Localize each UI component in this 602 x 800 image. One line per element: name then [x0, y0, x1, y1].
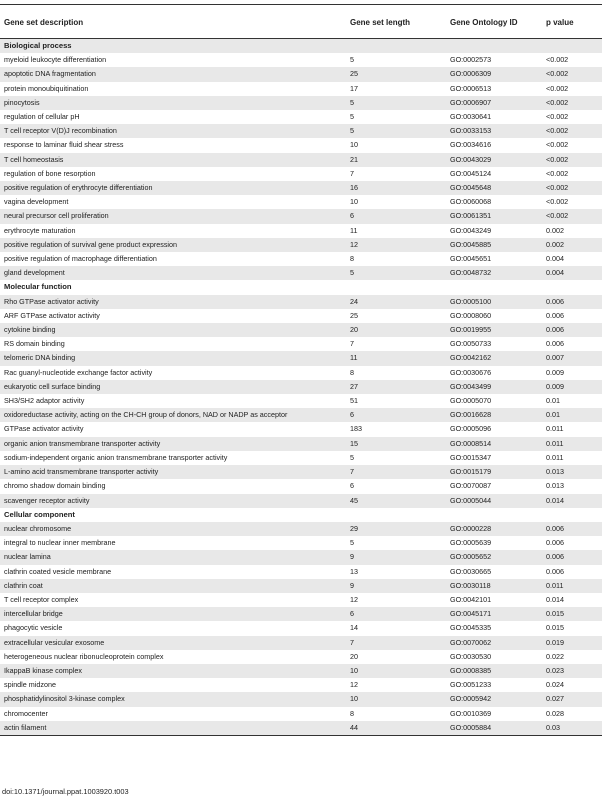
table-row	[0, 53, 602, 67]
cell-length: 5	[350, 452, 354, 462]
cell-go-id: GO:0048732	[446, 266, 542, 280]
cell-go-id: GO:0043499	[446, 380, 542, 394]
cell-length: 11	[346, 351, 446, 365]
cell-length: 15	[346, 437, 446, 451]
cell-go-id: GO:0005070	[450, 396, 492, 406]
cell-length: 5	[350, 55, 354, 65]
cell-description: actin filament	[0, 721, 346, 736]
cell-length: 44	[346, 721, 446, 736]
table-row	[0, 366, 602, 380]
cell-description: positive regulation of survival gene product expression	[0, 238, 346, 252]
table-row	[0, 224, 602, 238]
table-row	[0, 593, 602, 607]
cell-p-value: <0.002	[542, 181, 602, 195]
table-row	[0, 465, 602, 479]
section-header-row	[0, 508, 602, 522]
cell-description: telomeric DNA binding	[0, 351, 346, 365]
cell-length: 20	[346, 323, 446, 337]
cell-go-id: GO:0030665	[450, 566, 492, 576]
cell-description: Rac guanyl-nucleotide exchange factor activity	[4, 367, 153, 377]
cell-p-value: 0.01	[542, 408, 602, 422]
cell-go-id: GO:0000228	[446, 522, 542, 536]
table-body	[0, 39, 602, 736]
gene-set-table	[0, 7, 602, 736]
cell-description: eukaryotic cell surface binding	[0, 380, 346, 394]
cell-go-id: GO:0045124	[450, 168, 492, 178]
cell-go-id: GO:0006309	[446, 67, 542, 81]
cell-length: 10	[346, 664, 446, 678]
cell-length: 6	[346, 408, 446, 422]
cell-go-id: GO:0050733	[450, 339, 492, 349]
cell-description: gland development	[0, 266, 346, 280]
cell-go-id: GO:0045648	[446, 181, 542, 195]
cell-length: 14	[350, 623, 358, 633]
cell-description: chromocenter	[4, 708, 48, 718]
cell-description: SH3/SH2 adaptor activity	[4, 396, 85, 406]
cell-length: 12	[350, 680, 358, 690]
cell-p-value: 0.002	[546, 225, 564, 235]
cell-go-id: GO:0030530	[450, 651, 492, 661]
cell-p-value: 0.006	[542, 323, 602, 337]
cell-p-value: 0.03	[542, 721, 602, 736]
cell-length: 29	[346, 522, 446, 536]
cell-length: 21	[346, 153, 446, 167]
table-row	[0, 167, 602, 181]
cell-length: 7	[346, 636, 446, 650]
cell-go-id: GO:0042162	[446, 351, 542, 365]
table-row	[0, 124, 602, 138]
table-row	[0, 408, 602, 422]
table-row	[0, 422, 602, 436]
cell-description: spindle midzone	[4, 680, 56, 690]
cell-go-id: GO:0070087	[450, 481, 492, 491]
cell-go-id: GO:0045885	[446, 238, 542, 252]
cell-p-value: 0.011	[542, 437, 602, 451]
table-row	[0, 351, 602, 365]
cell-description: Rho GTPase activator activity	[0, 295, 346, 309]
cell-length: 9	[346, 579, 446, 593]
table-row	[0, 67, 602, 81]
cell-length: 12	[346, 238, 446, 252]
cell-p-value: 0.011	[542, 579, 602, 593]
table-row	[0, 451, 602, 465]
cell-go-id: GO:0045171	[446, 607, 542, 621]
cell-description: T cell receptor V(D)J recombination	[0, 124, 346, 138]
cell-length: 5	[346, 96, 446, 110]
cell-description: positive regulation of erythrocyte differentiation	[0, 181, 346, 195]
cell-p-value: <0.002	[542, 153, 602, 167]
cell-description: apoptotic DNA fragmentation	[0, 67, 346, 81]
cell-go-id: GO:0008514	[446, 437, 542, 451]
cell-description: extracellular vesicular exosome	[0, 636, 346, 650]
cell-description: scavenger receptor activity	[0, 494, 346, 508]
cell-p-value: 0.015	[542, 607, 602, 621]
cell-p-value: 0.006	[546, 538, 564, 548]
cell-go-id: GO:0008385	[446, 664, 542, 678]
cell-go-id: GO:0005096	[450, 424, 492, 434]
table-row	[0, 195, 602, 209]
cell-length: 6	[350, 481, 354, 491]
cell-description: GTPase activator activity	[4, 424, 84, 434]
cell-go-id: GO:0015179	[446, 465, 542, 479]
cell-p-value: <0.002	[542, 209, 602, 223]
cell-go-id: GO:0045335	[450, 623, 492, 633]
cell-length: 7	[350, 168, 354, 178]
cell-length: 10	[346, 692, 446, 706]
cell-go-id: GO:0005942	[446, 692, 542, 706]
cell-description: organic anion transmembrane transporter activity	[0, 437, 346, 451]
cell-description: regulation of bone resorption	[4, 168, 96, 178]
cell-go-id: GO:0015347	[450, 452, 492, 462]
cell-go-id: GO:0005100	[446, 295, 542, 309]
table-row	[0, 337, 602, 351]
cell-go-id: GO:0002573	[450, 55, 492, 65]
table-row	[0, 394, 602, 408]
cell-length: 5	[350, 112, 354, 122]
cell-go-id: GO:0005884	[446, 721, 542, 736]
table-row	[0, 138, 602, 152]
cell-length: 5	[350, 538, 354, 548]
table-row	[0, 209, 602, 223]
cell-p-value: 0.023	[542, 664, 602, 678]
cell-p-value: <0.002	[546, 112, 569, 122]
cell-length: 25	[350, 310, 358, 320]
cell-length: 10	[350, 197, 358, 207]
cell-length: 9	[346, 550, 446, 564]
cell-description: RS domain binding	[4, 339, 65, 349]
cell-description: vagina development	[4, 197, 69, 207]
cell-description: myeloid leukocyte differentiation	[4, 55, 107, 65]
cell-length: 6	[346, 607, 446, 621]
cell-length: 8	[350, 708, 354, 718]
cell-go-id: GO:0070062	[446, 636, 542, 650]
cell-p-value: 0.009	[546, 367, 564, 377]
cell-description: phagocytic vesicle	[4, 623, 63, 633]
cell-length: 17	[350, 83, 358, 93]
cell-p-value: 0.022	[546, 651, 564, 661]
cell-p-value: 0.006	[546, 566, 564, 576]
cell-go-id: GO:0030676	[450, 367, 492, 377]
table-header-row	[0, 7, 602, 39]
cell-description: T cell homeostasis	[0, 153, 346, 167]
cell-p-value: 0.014	[542, 494, 602, 508]
cell-p-value: 0.015	[546, 623, 564, 633]
cell-length: 6	[346, 209, 446, 223]
cell-p-value: 0.006	[542, 550, 602, 564]
cell-description: ARF GTPase activator activity	[4, 310, 100, 320]
cell-go-id: GO:0030118	[446, 579, 542, 593]
table-row	[0, 692, 602, 706]
table-row	[0, 707, 602, 721]
table-row	[0, 536, 602, 550]
table-row	[0, 479, 602, 493]
cell-description: integral to nuclear inner membrane	[4, 538, 116, 548]
cell-p-value: 0.006	[542, 295, 602, 309]
cell-p-value: <0.002	[542, 124, 602, 138]
cell-p-value: 0.028	[546, 708, 564, 718]
cell-go-id: GO:0030641	[450, 112, 492, 122]
cell-description: regulation of cellular pH	[4, 112, 80, 122]
cell-go-id: GO:0042101	[450, 594, 492, 604]
cell-length: 51	[350, 396, 358, 406]
cell-length: 8	[350, 254, 354, 264]
table-row	[0, 636, 602, 650]
cell-length: 7	[346, 465, 446, 479]
table-row	[0, 494, 602, 508]
cell-description: chromo shadow domain binding	[4, 481, 106, 491]
cell-length: 45	[346, 494, 446, 508]
section-header-row	[0, 39, 602, 54]
cell-length: 7	[350, 339, 354, 349]
cell-go-id: GO:0034616	[450, 140, 492, 150]
cell-description: oxidoreductase activity, acting on the CH-CH group of donors, NAD or NADP as acceptor	[0, 408, 346, 422]
cell-p-value: 0.013	[546, 481, 564, 491]
cell-go-id: GO:0006907	[446, 96, 542, 110]
cell-p-value: 0.004	[546, 254, 564, 264]
cell-description: nuclear chromosome	[0, 522, 346, 536]
cell-p-value: 0.019	[542, 636, 602, 650]
table-row	[0, 153, 602, 167]
cell-description: intercellular bridge	[0, 607, 346, 621]
cell-go-id: GO:0016628	[446, 408, 542, 422]
cell-description: phosphatidylinositol 3-kinase complex	[0, 692, 346, 706]
cell-p-value: <0.002	[546, 197, 569, 207]
cell-description: positive regulation of macrophage differentiation	[4, 254, 157, 264]
cell-p-value: 0.024	[546, 680, 564, 690]
cell-description: heterogeneous nuclear ribonucleoprotein complex	[4, 651, 164, 661]
header-length: Gene set length	[346, 7, 446, 39]
cell-go-id: GO:0045651	[450, 254, 492, 264]
cell-p-value: <0.002	[542, 96, 602, 110]
cell-p-value: <0.002	[546, 168, 569, 178]
cell-description: clathrin coated vesicle membrane	[4, 566, 112, 576]
cell-p-value: 0.002	[542, 238, 602, 252]
cell-length: 25	[346, 67, 446, 81]
table-row	[0, 650, 602, 664]
cell-p-value: 0.014	[546, 594, 564, 604]
cell-description: pinocytosis	[0, 96, 346, 110]
table-row	[0, 565, 602, 579]
cell-description: IkappaB kinase complex	[0, 664, 346, 678]
cell-go-id: GO:0010369	[450, 708, 492, 718]
table-row	[0, 110, 602, 124]
cell-length: 12	[350, 594, 358, 604]
cell-length: 11	[350, 225, 358, 235]
table-row	[0, 721, 602, 736]
cell-description: nuclear lamina	[0, 550, 346, 564]
table-row	[0, 550, 602, 564]
cell-description: protein monoubiquitination	[4, 83, 89, 93]
cell-go-id: GO:0008060	[450, 310, 492, 320]
cell-go-id: GO:0061351	[446, 209, 542, 223]
cell-length: 16	[346, 181, 446, 195]
cell-description: L-amino acid transmembrane transporter activity	[0, 465, 346, 479]
section-title: Molecular function	[4, 282, 72, 292]
cell-p-value: 0.01	[546, 396, 560, 406]
cell-p-value: <0.002	[542, 67, 602, 81]
top-rule	[0, 4, 602, 5]
cell-p-value: 0.007	[542, 351, 602, 365]
cell-length: 24	[346, 295, 446, 309]
table-row	[0, 678, 602, 692]
cell-p-value: 0.006	[546, 310, 564, 320]
cell-go-id: GO:0060068	[450, 197, 492, 207]
cell-p-value: 0.013	[542, 465, 602, 479]
cell-p-value: 0.011	[546, 452, 564, 462]
table-row	[0, 238, 602, 252]
cell-length: 27	[346, 380, 446, 394]
table-row	[0, 621, 602, 635]
cell-length: 20	[350, 651, 358, 661]
cell-go-id: GO:0005044	[446, 494, 542, 508]
cell-p-value: 0.027	[542, 692, 602, 706]
section-title: Cellular component	[4, 509, 75, 519]
cell-p-value: 0.004	[542, 266, 602, 280]
table-row	[0, 323, 602, 337]
cell-p-value: <0.002	[546, 83, 569, 93]
cell-length: 10	[350, 140, 358, 150]
cell-description: T cell receptor complex	[4, 594, 79, 604]
header-p-value: p value	[542, 7, 602, 39]
table-row	[0, 579, 602, 593]
table-row	[0, 181, 602, 195]
table-row	[0, 309, 602, 323]
cell-length: 5	[346, 124, 446, 138]
cell-length: 183	[350, 424, 362, 434]
cell-go-id: GO:0005652	[446, 550, 542, 564]
cell-go-id: GO:0005639	[450, 538, 492, 548]
cell-description: clathrin coat	[0, 579, 346, 593]
header-description: Gene set description	[0, 7, 346, 39]
cell-p-value: 0.011	[546, 424, 564, 434]
table-row	[0, 522, 602, 536]
cell-p-value: <0.002	[546, 140, 569, 150]
cell-go-id: GO:0043249	[450, 225, 492, 235]
cell-description: sodium-independent organic anion transmembrane transporter activity	[4, 452, 228, 462]
table-row	[0, 82, 602, 96]
cell-length: 5	[346, 266, 446, 280]
cell-p-value: 0.009	[542, 380, 602, 394]
table-row	[0, 295, 602, 309]
cell-description: neural precursor cell proliferation	[0, 209, 346, 223]
cell-length: 8	[350, 367, 354, 377]
table-row	[0, 252, 602, 266]
cell-p-value: 0.006	[546, 339, 564, 349]
table-row	[0, 96, 602, 110]
doi-caption: doi:10.1371/journal.ppat.1003920.t003	[2, 787, 129, 796]
table-row	[0, 664, 602, 678]
cell-length: 13	[350, 566, 358, 576]
table-row	[0, 607, 602, 621]
cell-p-value: 0.006	[542, 522, 602, 536]
cell-go-id: GO:0043029	[446, 153, 542, 167]
cell-go-id: GO:0051233	[450, 680, 492, 690]
table-row	[0, 437, 602, 451]
cell-go-id: GO:0006513	[450, 83, 492, 93]
header-go-id: Gene Ontology ID	[446, 7, 542, 39]
cell-description: cytokine binding	[0, 323, 346, 337]
section-header-row	[0, 280, 602, 294]
cell-description: erythrocyte maturation	[4, 225, 76, 235]
cell-go-id: GO:0019955	[446, 323, 542, 337]
cell-go-id: GO:0033153	[446, 124, 542, 138]
cell-description: response to laminar fluid shear stress	[4, 140, 124, 150]
section-title: Biological process	[0, 39, 602, 54]
cell-p-value: <0.002	[546, 55, 569, 65]
table-row	[0, 266, 602, 280]
table-row	[0, 380, 602, 394]
